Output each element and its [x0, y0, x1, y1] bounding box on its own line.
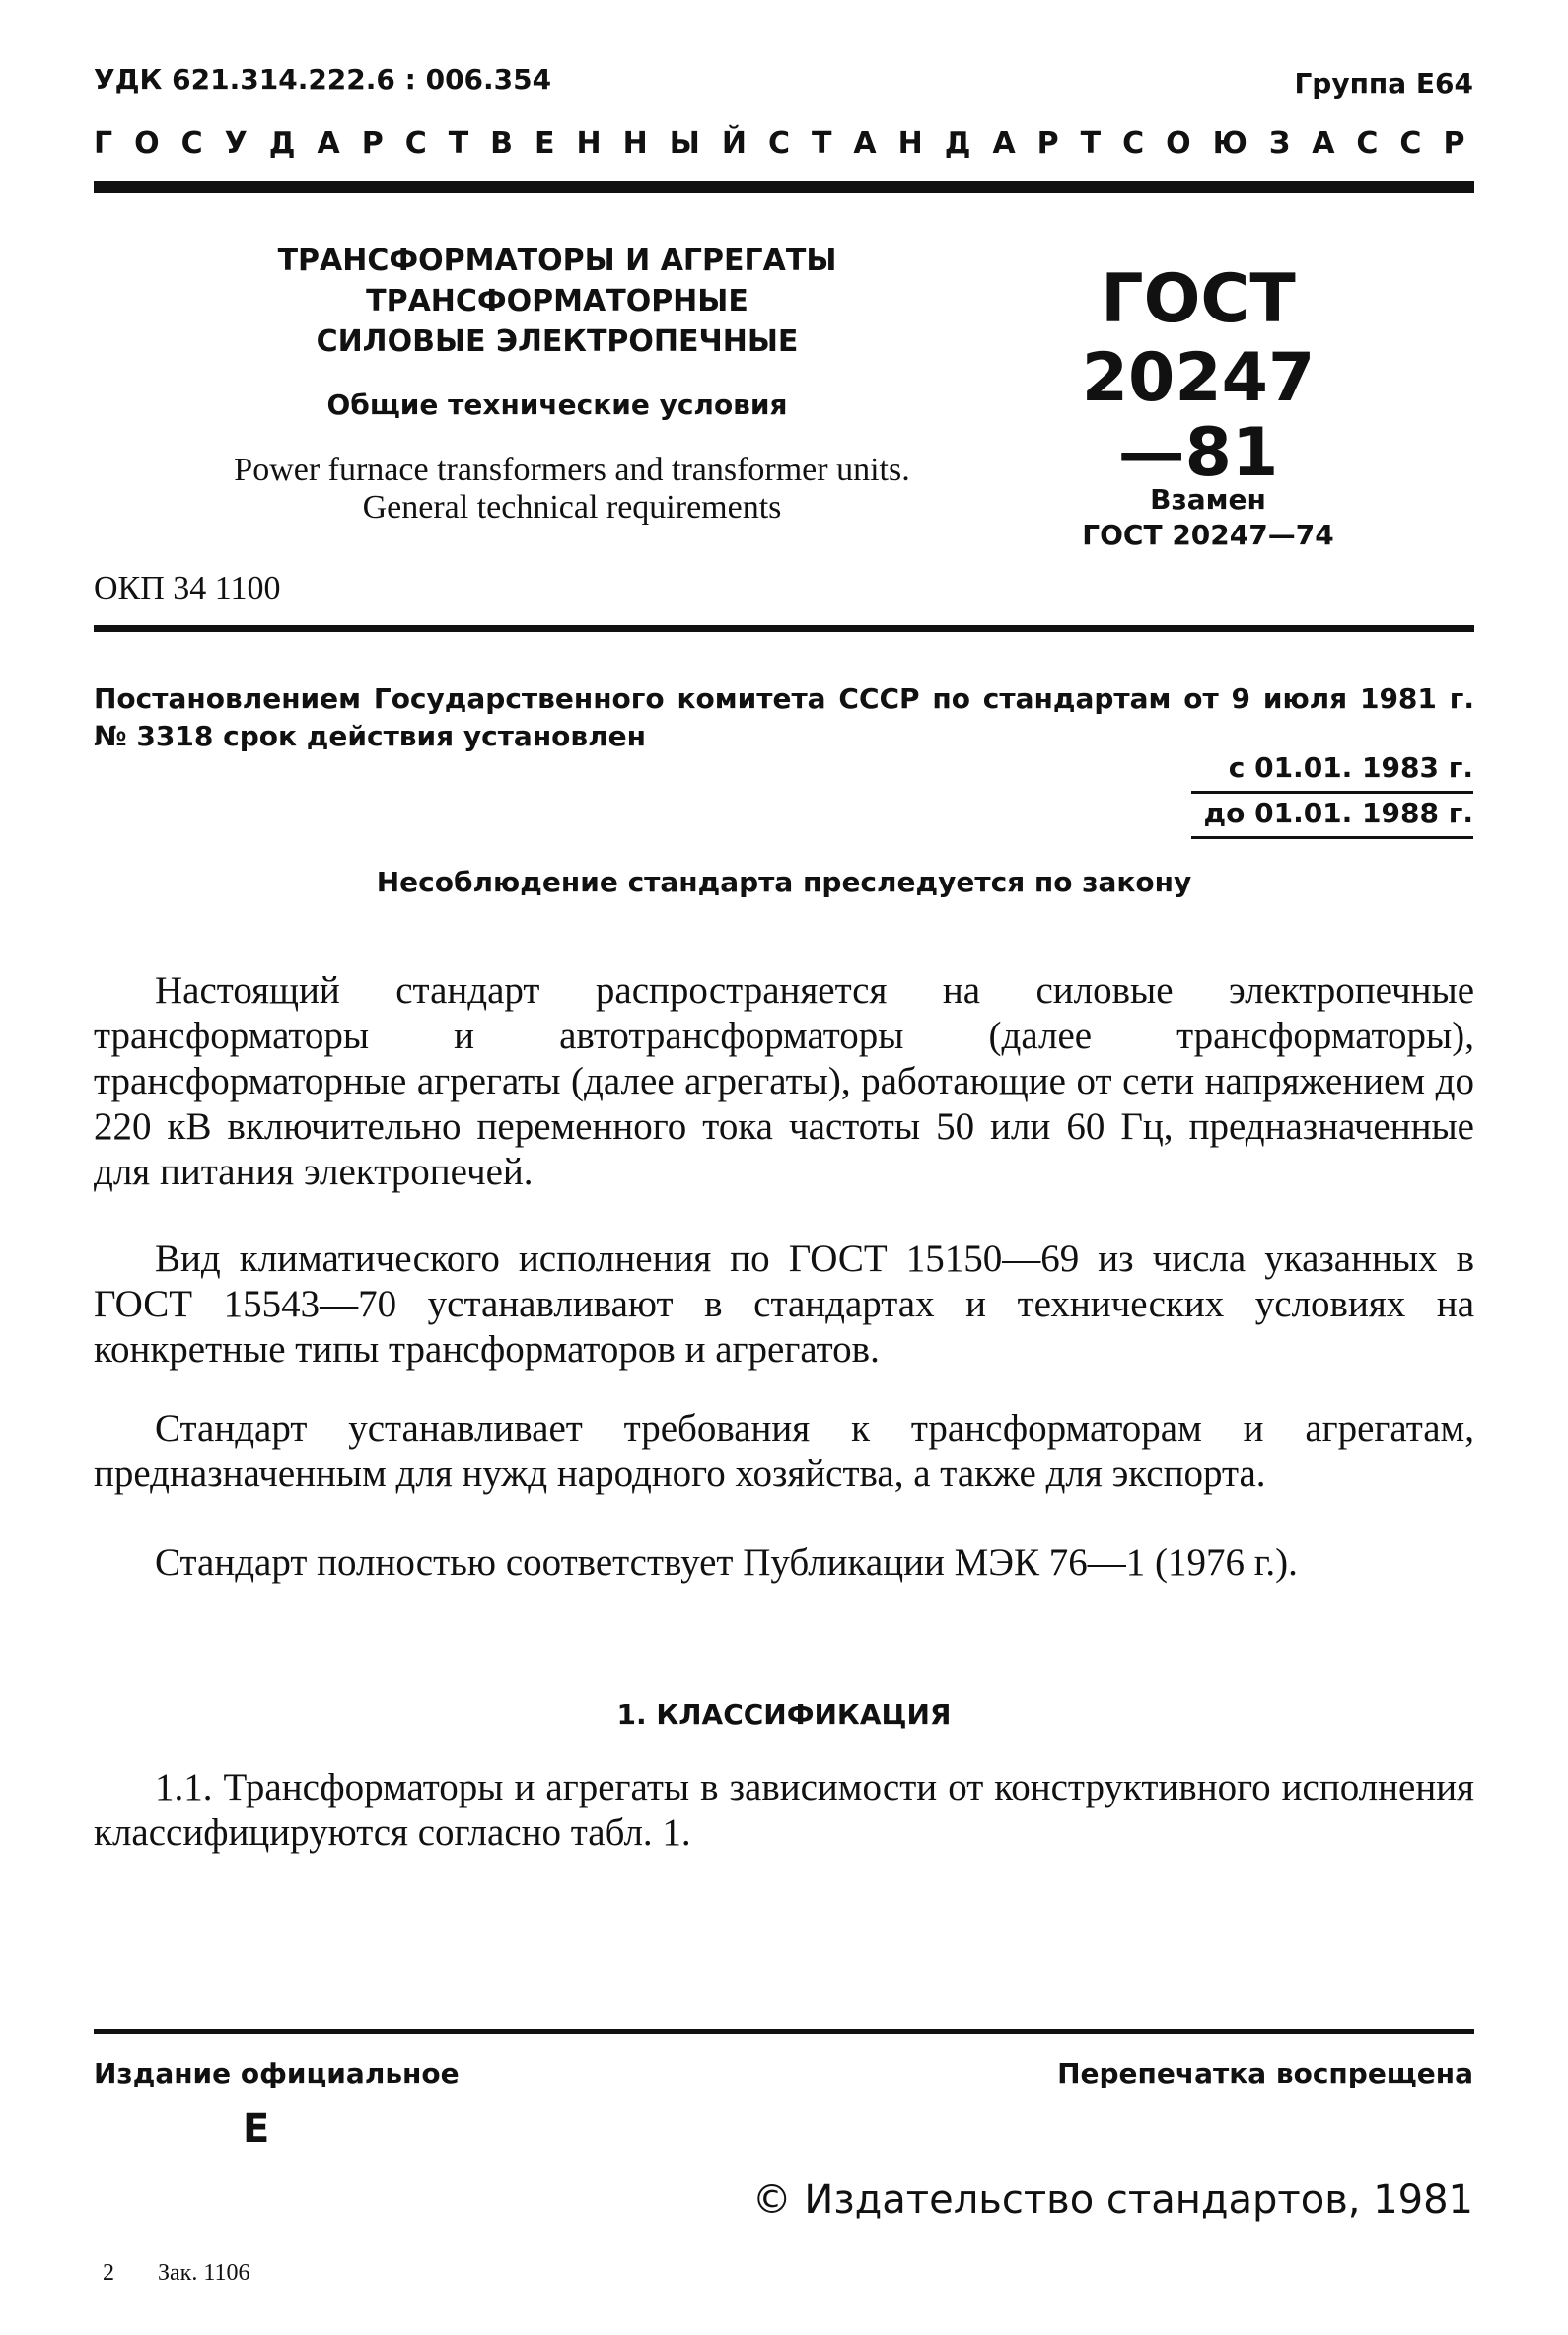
- gost-number: 20247—81: [1081, 339, 1316, 492]
- english-title: [118, 452, 1026, 527]
- banner-word: СОЮЗА: [1122, 126, 1357, 161]
- body-paragraph: [94, 1406, 1474, 1497]
- banner-word: СТАНДАРТ: [767, 126, 1123, 161]
- paragraph-text: 1.1. Трансформаторы и агрегаты в зависимости от конструктивного исполнения классифицируются согласно табл. 1.: [94, 1766, 1474, 1854]
- official-edition: Издание официальное: [94, 2057, 460, 2089]
- effective-from: с 01.01. 1983 г.: [1228, 751, 1473, 784]
- paragraph-text: Вид климатического исполнения по ГОСТ 15150—69 из числа указанных в ГОСТ 15543—70 устанавливают в стандартах и технических условиях на конкретные типы трансформаторов и агрегатов.: [94, 1238, 1474, 1371]
- body-paragraph: [94, 1540, 1474, 1586]
- paragraph-text: Стандарт полностью соответствует Публикации МЭК 76—1 (1976 г.).: [155, 1541, 1298, 1584]
- date-to-underline: [1191, 836, 1473, 839]
- replaces-label: Взамен: [1150, 483, 1266, 516]
- state-standard-banner: [94, 126, 1487, 161]
- decree-text: Постановлением Государственного комитета СССР по стандартам от 9 июля 1981 г. № 3318 срок действия установлен: [94, 682, 1474, 752]
- legal-warning: Несоблюдение стандарта преследуется по закону: [376, 866, 1192, 898]
- section-heading: 1. КЛАССИФИКАЦИЯ: [616, 1698, 952, 1731]
- body-paragraph: [94, 1237, 1474, 1373]
- english-title-line: Power furnace transformers and transformer units.: [234, 452, 910, 488]
- title-line: ТРАНСФОРМАТОРНЫЕ: [366, 284, 748, 318]
- standard-subtitle: Общие технические условия: [326, 389, 788, 421]
- title-thick-rule: [94, 625, 1474, 632]
- udc-code: УДК 621.314.222.6 : 006.354: [94, 63, 552, 96]
- footer-rule: [94, 2029, 1474, 2034]
- date-from-underline: [1191, 791, 1473, 794]
- replaces-standard: ГОСТ 20247—74: [1082, 519, 1334, 551]
- group-code: Группа Е64: [1294, 67, 1473, 100]
- sheet-number: 2: [103, 2260, 114, 2286]
- paragraph-text: Стандарт устанавливает требования к трансформаторам и агрегатам, предназначенным для нужд народного хозяйства, а также для экспорта.: [94, 1407, 1474, 1495]
- clause-paragraph: [94, 1765, 1474, 1856]
- order-number: Зак. 1106: [158, 2260, 250, 2286]
- body-paragraph: [94, 968, 1474, 1195]
- banner-word: ССР: [1356, 126, 1487, 161]
- paragraph-text: Настоящий стандарт распространяется на силовые электропечные трансформаторы и автотрансформаторы (далее трансформаторы), трансформаторные агрегаты (далее агрегаты), работающие от сети напряжением до 220 кВ включительно переменного тока частоты 50 или 60 Гц, предназначенные для питания электропечей.: [94, 969, 1474, 1193]
- reprint-prohibited: Перепечатка воспрещена: [1057, 2057, 1473, 2089]
- standard-title: [197, 241, 917, 362]
- gost-label: ГОСТ: [1101, 260, 1296, 338]
- e-mark: Е: [243, 2106, 270, 2152]
- banner-word: ГОСУДАРСТВЕННЫЙ: [94, 126, 768, 161]
- print-order: [103, 2260, 293, 2287]
- copyright-notice: © Издательство стандартов, 1981: [751, 2177, 1473, 2223]
- effective-to: до 01.01. 1988 г.: [1203, 797, 1473, 829]
- okp-code: ОКП 34 1100: [94, 570, 281, 606]
- title-line: СИЛОВЫЕ ЭЛЕКТРОПЕЧНЫЕ: [316, 324, 799, 359]
- title-line: ТРАНСФОРМАТОРЫ И АГРЕГАТЫ: [277, 244, 837, 278]
- english-title-line: General technical requirements: [362, 489, 782, 526]
- header-thick-rule: [94, 181, 1474, 193]
